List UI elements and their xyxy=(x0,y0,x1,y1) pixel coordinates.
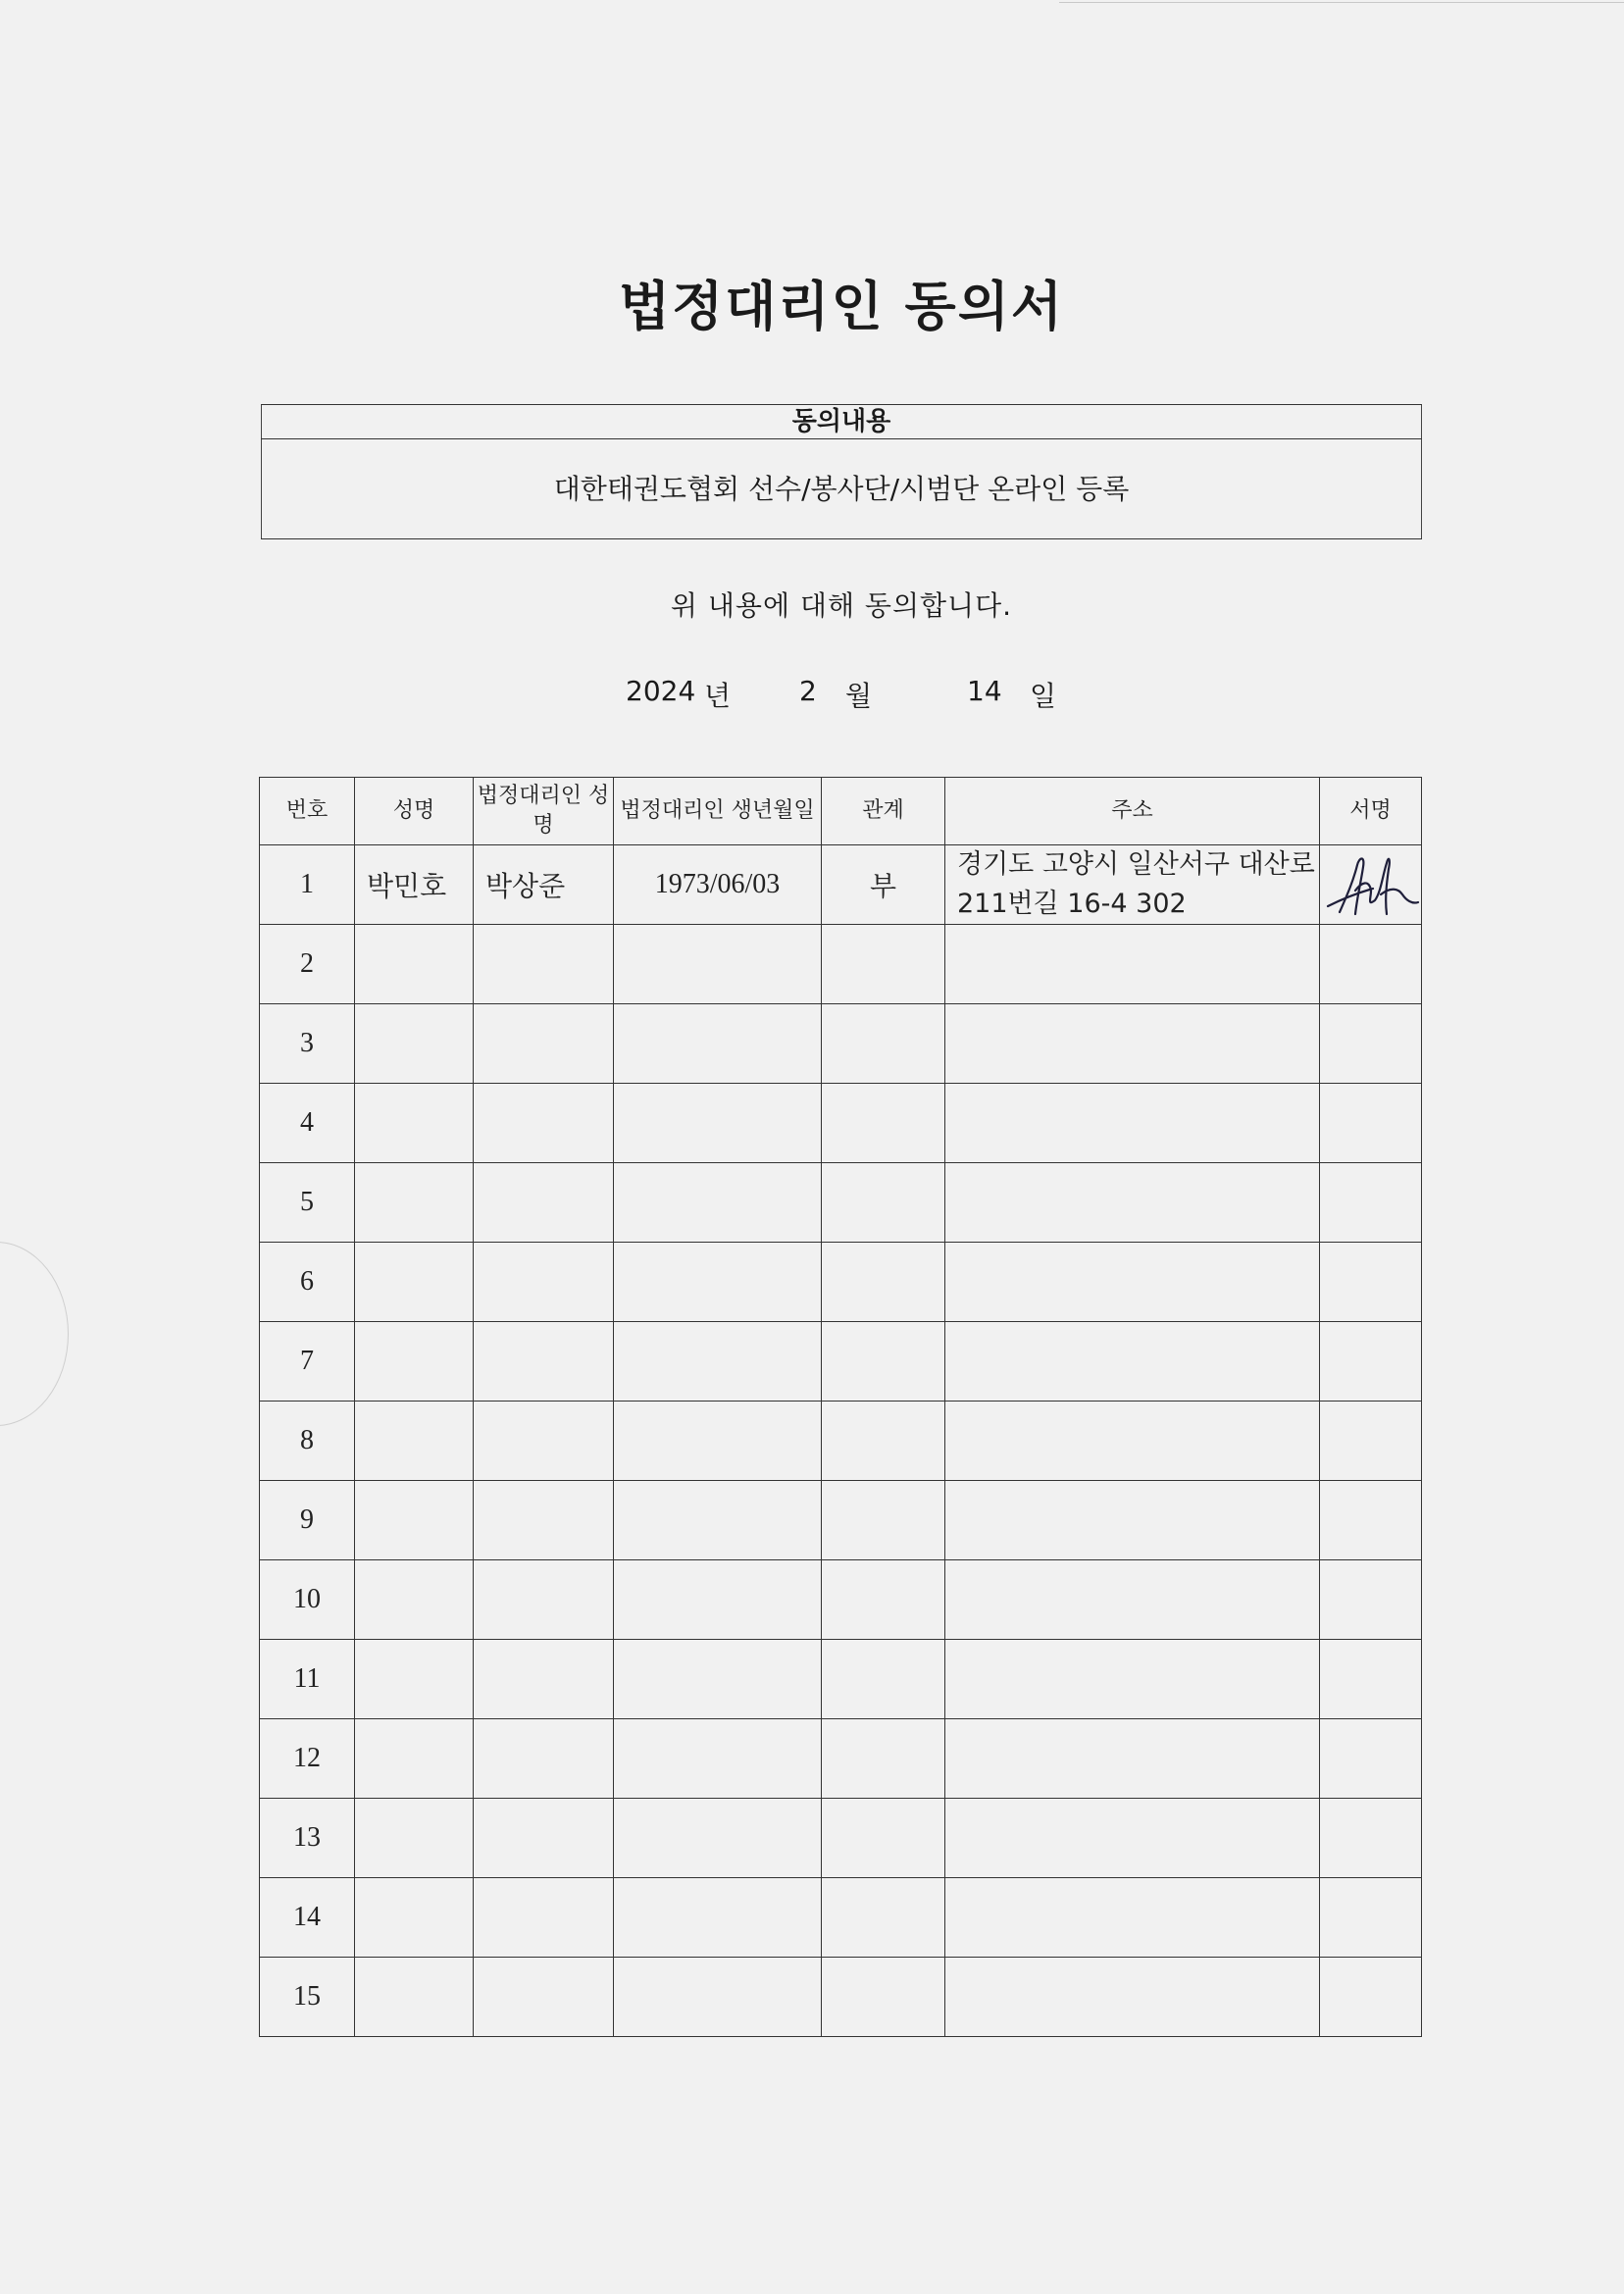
header-relation: 관계 xyxy=(822,778,945,845)
cell-signature xyxy=(1320,1084,1422,1163)
cell-no: 15 xyxy=(260,1958,355,2037)
cell-signature xyxy=(1320,1640,1422,1719)
cell-guardian-name xyxy=(474,1004,614,1084)
cell-guardian-name xyxy=(474,1878,614,1958)
header-guardian-birth: 법정대리인 생년월일 xyxy=(614,778,822,845)
cell-address xyxy=(945,1084,1320,1163)
cell-no: 13 xyxy=(260,1799,355,1878)
table-row xyxy=(260,1560,1422,1640)
cell-signature xyxy=(1320,1560,1422,1640)
cell-address xyxy=(945,1878,1320,1958)
cell-guardian-birth xyxy=(614,1004,822,1084)
header-guardian-name: 법정대리인 성명 xyxy=(474,778,614,845)
table-header-row xyxy=(260,778,1422,845)
cell-signature xyxy=(1320,845,1422,925)
cell-guardian-name: 박상준 xyxy=(474,845,614,925)
cell-guardian-name xyxy=(474,1640,614,1719)
cell-guardian-birth xyxy=(614,1560,822,1640)
cell-name xyxy=(355,925,474,1004)
cell-guardian-birth xyxy=(614,1640,822,1719)
cell-no: 4 xyxy=(260,1084,355,1163)
cell-relation xyxy=(822,1163,945,1243)
cell-no: 11 xyxy=(260,1640,355,1719)
cell-guardian-birth xyxy=(614,1243,822,1322)
cell-relation xyxy=(822,1402,945,1481)
table-row xyxy=(260,1640,1422,1719)
cell-relation xyxy=(822,1640,945,1719)
cell-signature xyxy=(1320,1004,1422,1084)
cell-name xyxy=(355,1799,474,1878)
header-signature: 서명 xyxy=(1320,778,1422,845)
cell-no: 3 xyxy=(260,1004,355,1084)
cell-no: 7 xyxy=(260,1322,355,1402)
consent-box xyxy=(261,404,1422,539)
cell-address xyxy=(945,1163,1320,1243)
cell-name xyxy=(355,1243,474,1322)
table-row xyxy=(260,1402,1422,1481)
cell-address xyxy=(945,1958,1320,2037)
cell-name xyxy=(355,1322,474,1402)
cell-guardian-birth xyxy=(614,1958,822,2037)
cell-relation xyxy=(822,1481,945,1560)
cell-address: 경기도 고양시 일산서구 대산로211번길 16-4 302 xyxy=(945,845,1320,925)
guardian-roster-table xyxy=(259,777,1422,2037)
cell-address xyxy=(945,1004,1320,1084)
cell-guardian-name xyxy=(474,1481,614,1560)
cell-signature xyxy=(1320,1163,1422,1243)
cell-name xyxy=(355,1481,474,1560)
cell-guardian-birth xyxy=(614,1878,822,1958)
cell-no: 8 xyxy=(260,1402,355,1481)
cell-address xyxy=(945,1481,1320,1560)
table-row xyxy=(260,1243,1422,1322)
header-address: 주소 xyxy=(945,778,1320,845)
cell-guardian-birth xyxy=(614,1402,822,1481)
cell-name: 박민호 xyxy=(355,845,474,925)
table-row xyxy=(260,1878,1422,1958)
cell-address xyxy=(945,1402,1320,1481)
cell-relation xyxy=(822,1322,945,1402)
agreement-statement: 위 내용에 대해 동의합니다. xyxy=(670,589,1013,622)
cell-no: 6 xyxy=(260,1243,355,1322)
date-day: 14 xyxy=(967,675,1002,707)
cell-address xyxy=(945,1799,1320,1878)
cell-name xyxy=(355,1719,474,1799)
cell-address xyxy=(945,1719,1320,1799)
table-row xyxy=(260,1481,1422,1560)
cell-signature xyxy=(1320,1878,1422,1958)
cell-signature xyxy=(1320,1322,1422,1402)
cell-name xyxy=(355,1402,474,1481)
cell-guardian-name xyxy=(474,1719,614,1799)
cell-address xyxy=(945,1640,1320,1719)
table-row xyxy=(260,845,1422,925)
cell-guardian-name xyxy=(474,1243,614,1322)
table-body xyxy=(260,845,1422,2037)
cell-signature xyxy=(1320,1799,1422,1878)
cell-signature xyxy=(1320,1481,1422,1560)
cell-name xyxy=(355,1560,474,1640)
cell-address xyxy=(945,925,1320,1004)
cell-name xyxy=(355,1084,474,1163)
cell-relation: 부 xyxy=(822,845,945,925)
cell-signature xyxy=(1320,1958,1422,2037)
table-row xyxy=(260,1719,1422,1799)
date-day-unit: 일 xyxy=(1030,680,1057,712)
cell-guardian-birth: 1973/06/03 xyxy=(614,845,822,925)
table-row xyxy=(260,1799,1422,1878)
header-no: 번호 xyxy=(260,778,355,845)
cell-guardian-birth xyxy=(614,925,822,1004)
cell-signature xyxy=(1320,1719,1422,1799)
table-row xyxy=(260,1004,1422,1084)
cell-guardian-name xyxy=(474,1402,614,1481)
date-month: 2 xyxy=(799,675,817,707)
cell-guardian-name xyxy=(474,1322,614,1402)
cell-no: 9 xyxy=(260,1481,355,1560)
cell-guardian-name xyxy=(474,1084,614,1163)
cell-no: 1 xyxy=(260,845,355,925)
table-row xyxy=(260,1084,1422,1163)
cell-relation xyxy=(822,925,945,1004)
cell-no: 2 xyxy=(260,925,355,1004)
cell-guardian-birth xyxy=(614,1084,822,1163)
cell-address xyxy=(945,1560,1320,1640)
punch-hole-mark xyxy=(0,1242,69,1426)
header-name: 성명 xyxy=(355,778,474,845)
cell-no: 10 xyxy=(260,1560,355,1640)
cell-guardian-name xyxy=(474,1163,614,1243)
date-year-unit: 년 xyxy=(704,680,732,712)
cell-relation xyxy=(822,1560,945,1640)
cell-guardian-name xyxy=(474,925,614,1004)
cell-name xyxy=(355,1958,474,2037)
cell-guardian-birth xyxy=(614,1481,822,1560)
cell-guardian-birth xyxy=(614,1163,822,1243)
scan-edge-line xyxy=(1059,2,1624,3)
consent-header: 동의내용 xyxy=(261,405,1422,439)
cell-signature xyxy=(1320,1402,1422,1481)
table-row xyxy=(260,1958,1422,2037)
cell-relation xyxy=(822,1004,945,1084)
cell-no: 14 xyxy=(260,1878,355,1958)
cell-name xyxy=(355,1004,474,1084)
cell-address xyxy=(945,1322,1320,1402)
cell-signature xyxy=(1320,925,1422,1004)
cell-relation xyxy=(822,1799,945,1878)
cell-guardian-name xyxy=(474,1799,614,1878)
cell-guardian-birth xyxy=(614,1799,822,1878)
cell-address xyxy=(945,1243,1320,1322)
cell-relation xyxy=(822,1084,945,1163)
cell-relation xyxy=(822,1243,945,1322)
table-row xyxy=(260,1163,1422,1243)
cell-signature xyxy=(1320,1243,1422,1322)
cell-no: 5 xyxy=(260,1163,355,1243)
cell-guardian-birth xyxy=(614,1719,822,1799)
cell-guardian-name xyxy=(474,1560,614,1640)
document-title: 법정대리인 동의서 xyxy=(618,276,1065,337)
cell-relation xyxy=(822,1719,945,1799)
cell-relation xyxy=(822,1958,945,2037)
cell-name xyxy=(355,1640,474,1719)
cell-name xyxy=(355,1878,474,1958)
date-year: 2024 xyxy=(626,675,696,707)
table-row xyxy=(260,925,1422,1004)
cell-guardian-birth xyxy=(614,1322,822,1402)
cell-name xyxy=(355,1163,474,1243)
handwritten-signature xyxy=(1322,845,1420,924)
table-row xyxy=(260,1322,1422,1402)
cell-relation xyxy=(822,1878,945,1958)
date-month-unit: 월 xyxy=(845,680,873,712)
cell-guardian-name xyxy=(474,1958,614,2037)
cell-no: 12 xyxy=(260,1719,355,1799)
consent-content: 대한태권도협회 선수/봉사단/시범단 온라인 등록 xyxy=(553,473,1130,505)
